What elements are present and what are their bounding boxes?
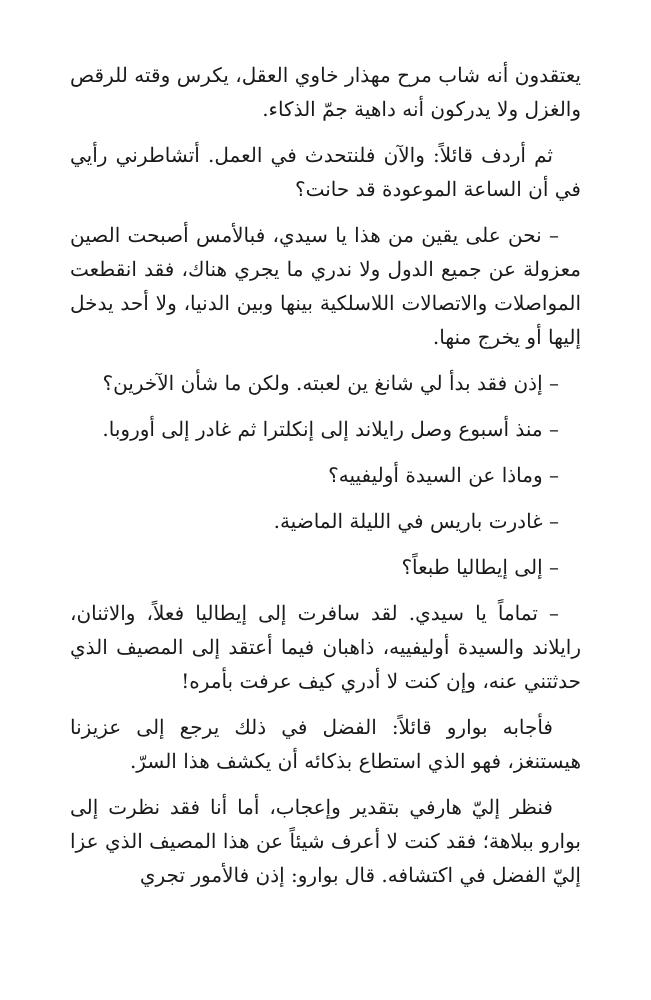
dialogue-paragraph: – منذ أسبوع وصل رايلاند إلى إنكلترا ثم غادر إلى أوروبا. (102, 417, 559, 441)
dialogue-paragraph: – تماماً يا سيدي. لقد سافرت إلى إيطاليا فعلاً، والاثنان، رايلاند والسيدة أوليفييه، ذاهبان فيما أعتقد إلى المصيف الذي حدثتني عنه، وإن كنت لا أدري كيف عرفت بأمره! (70, 601, 581, 693)
dialogue-paragraph: – غادرت باريس في الليلة الماضية. (273, 509, 559, 533)
dialogue-paragraph: – إلى إيطاليا طبعاً؟ (401, 555, 559, 579)
dialogue-paragraph: – نحن على يقين من هذا يا سيدي، فبالأمس أصبحت الصين معزولة عن جميع الدول ولا ندري ما يجري هناك، فقد انقطعت المواصلات والاتصالات اللاسلكية بينها وبين الدنيا، ولا أحد يدخل إليها أو يخرج منها. (70, 223, 581, 349)
paragraph: يعتقدون أنه شاب مرح مهذار خاوي العقل، يكرس وقته للرقص والغزل ولا يدركون أنه داهية جمّ الذكاء. (70, 63, 581, 121)
paragraph: فنظر إليّ هارفي بتقدير وإعجاب، أما أنا فقد نظرت إلى بوارو ببلاهة؛ فقد كنت لا أعرف شيئاً عن هذا المصيف الذي عزا إليّ الفضل في اكتشافه. قال بوارو: إذن فالأمور تجري (70, 795, 581, 887)
paragraph: ثم أردف قائلاً: والآن فلنتحدث في العمل. أتشاطرني رأيي في أن الساعة الموعودة قد حانت؟ (70, 143, 581, 201)
dialogue-paragraph: – وماذا عن السيدة أوليفييه؟ (328, 463, 559, 487)
dialogue-paragraph: – إذن فقد بدأ لي شانغ ين لعبته. ولكن ما شأن الآخرين؟ (102, 371, 559, 395)
paragraph: فأجابه بوارو قائلاً: الفضل في ذلك يرجع إلى عزيزنا هيستنغز، فهو الذي استطاع بذكائه أن يكشف هذا السرّ. (70, 715, 581, 773)
